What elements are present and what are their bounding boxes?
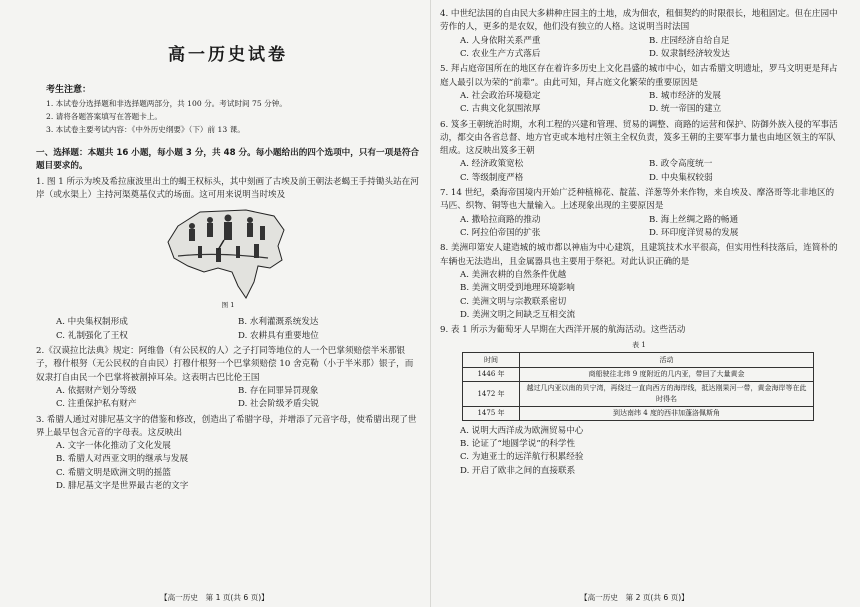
option: C. 等级制度严格 xyxy=(460,172,524,183)
notice-heading: 考生注意： xyxy=(46,85,92,96)
question-3 xyxy=(36,414,420,494)
option: A. 经济政策宽松 xyxy=(460,159,524,170)
question-stem: 7. 14 世纪，桑海帝国境内开始广泛种植棉花、靛蓝、洋葱等外来作物，来自埃及、摩洛哥等北非地区的马匹、织物、铜等也大量输入。上述现象出现的主要原因是 xyxy=(440,188,835,212)
option: A. 人身依附关系严重 xyxy=(460,35,541,46)
option: B. 水利灌溉系统发达 xyxy=(238,317,319,328)
options xyxy=(440,425,838,478)
options xyxy=(36,316,420,343)
question-7 xyxy=(440,187,838,240)
question-stem: 9. 表 1 所示为葡萄牙人早期在大西洋开展的航海活动。这些活动 xyxy=(440,325,686,336)
options xyxy=(440,214,838,241)
table-cell: 到达南纬 4 度的西非加蓬洛佩斯角 xyxy=(520,406,814,420)
question-5 xyxy=(440,63,838,116)
options xyxy=(440,269,838,322)
option: B. 庄园经济自给自足 xyxy=(649,35,730,46)
option: D. 腓尼基文字是世界最古老的文字 xyxy=(56,481,189,492)
option: C. 注重保护私有财产 xyxy=(56,399,137,410)
option: D. 农耕具有重要地位 xyxy=(238,330,319,341)
option: B. 存在同罪异罚现象 xyxy=(238,385,319,396)
question-6 xyxy=(440,119,838,186)
option: A. 美洲农耕的自然条件优越 xyxy=(460,269,567,280)
options xyxy=(36,440,420,493)
option: D. 环印度洋贸易的发展 xyxy=(649,228,739,238)
question-2 xyxy=(36,345,420,412)
table-cell: 商船驶往北纬 9 度附近的几内亚，带回了大量黄金 xyxy=(520,368,814,382)
option: D. 社会阶级矛盾尖锐 xyxy=(238,399,319,410)
scorpion-macehead-figure xyxy=(158,206,298,302)
question-8 xyxy=(440,242,838,322)
option: A. 中央集权制形成 xyxy=(56,317,128,328)
options xyxy=(36,385,420,412)
section-heading: 一、选择题：本题共 16 小题，每小题 3 分，共 48 分。每小题给出的四个选项中，只有一项是符合题目要求的。 xyxy=(36,148,420,172)
option: C. 礼制强化了王权 xyxy=(56,330,128,341)
option: C. 古典文化氛围浓厚 xyxy=(460,104,541,115)
question-stem: 5. 拜占庭帝国所在的地区存在着许多历史上文化昌盛的城市中心，如古希腊文明遗址，罗马文明更是拜占庭人最引以为荣的“前辈”。由此可知，拜占庭文化繁荣的重要原因是 xyxy=(440,64,838,88)
option: C. 为迪亚士的远洋航行积累经验 xyxy=(460,452,584,463)
table-cell: 1446 年 xyxy=(463,368,520,382)
table-cell: 1475 年 xyxy=(463,406,520,420)
option: A. 文字一体化推动了文化发展 xyxy=(56,441,171,452)
option: C. 农业生产方式落后 xyxy=(460,48,541,59)
option: B. 论证了“地圆学说”的科学性 xyxy=(460,439,576,450)
notice-item: 2. 请将各题答案填写在答题卡上。 xyxy=(46,112,162,122)
question-stem: 8. 美洲印第安人建造城的城市都以神庙为中心建筑，且建筑技术水平很高，但实用性科技落后，连简朴的车辆也无法造出，且金属器具也主要用于祭祀。对此认识正确的是 xyxy=(440,243,838,267)
option: D. 开启了欧非之间的直接联系 xyxy=(460,465,576,476)
table-row xyxy=(463,368,814,382)
exam-title: 高一历史试卷 xyxy=(168,45,288,65)
option: D. 中央集权较弱 xyxy=(649,172,713,183)
option: B. 美洲文明受到地理环境影响 xyxy=(460,283,575,294)
question-4 xyxy=(440,8,838,61)
options xyxy=(440,35,838,62)
question-stem: 2.《汉谟拉比法典》规定：阿维鲁（有公民权的人）之子打同等地位的人一个巴掌须赔偿半米那银子，穆什根努（无公民权的自由民）打穆什根努一个巴掌须赔偿 10 舍克勒（小于半米那）银子，而奴隶打自由民一个巴掌将被割掉耳朵。这表明古巴比伦王国 xyxy=(36,345,414,383)
option: A. 说明大西洋成为欧洲贸易中心 xyxy=(460,425,584,436)
option: D. 奴隶制经济较发达 xyxy=(649,48,730,59)
option: C. 美洲文明与宗教联系密切 xyxy=(460,296,567,307)
question-stem: 3. 希腊人通过对腓尼基文字的借鉴和修改，创造出了希腊字母，并增添了元音字母，使希腊出现了世界上最早包含元音的字母表。这反映出 xyxy=(36,414,417,438)
question-1 xyxy=(36,176,420,343)
option: A. 依据财产划分等级 xyxy=(56,385,137,396)
question-stem: 6. 笈多王朝统治时期，水利工程的兴建和管理、贸易的调整、商路的运营和保护、防御外族入侵的军事活动，都交由各省总督、地方官吏或本地村庄领主全权负责，笈多王朝的主要军事力量也由地区领主的军队组成。这反映出笈多王朝 xyxy=(440,119,838,157)
table-row xyxy=(463,406,814,420)
question-stem: 4. 中世纪法国的自由民大多耕种庄园主的土地，成为佃农，租佃契约的时限很长，地租固定。但在庄园中劳作的人，更多的是农奴，他们没有独立的人格。这说明当时法国 xyxy=(440,9,838,33)
notice-item: 1. 本试卷分选择题和非选择题两部分，共 100 分。考试时间 75 分钟。 xyxy=(46,99,287,109)
option: A. 社会政治环境稳定 xyxy=(460,90,541,101)
relief-illustration-icon xyxy=(158,206,298,302)
option: D. 统一帝国的建立 xyxy=(649,104,722,115)
table-cell: 1472 年 xyxy=(463,382,520,407)
table-cell: 越过几内亚以南的贝宁湾，再绕过一直向西方的海岸线，抵达刚果河一带，黄金海岸等在此时得名 xyxy=(520,382,814,407)
table-header-row xyxy=(463,353,814,368)
table-row xyxy=(463,382,814,407)
option: C. 阿拉伯帝国的扩张 xyxy=(460,228,541,238)
figure-caption: 图 1 xyxy=(221,301,235,310)
page-2 xyxy=(430,0,860,607)
page-footer: 【高一历史 第 1 页(共 6 页)】 xyxy=(160,593,269,603)
question-9 xyxy=(440,324,838,478)
table-header-cell: 活动 xyxy=(520,353,814,368)
option: B. 希腊人对西亚文明的继承与发展 xyxy=(56,454,189,465)
option: A. 撒哈拉商路的推动 xyxy=(460,214,541,225)
notice-item: 3. 本试卷主要考试内容：《中外历史纲要》（下）前 13 课。 xyxy=(46,125,245,135)
notice-list xyxy=(46,98,420,137)
voyage-table xyxy=(462,352,814,420)
table-header-cell: 时间 xyxy=(463,353,520,368)
option: C. 希腊文明是欧洲文明的摇篮 xyxy=(56,467,171,478)
options xyxy=(440,158,838,185)
options xyxy=(440,90,838,117)
question-stem: 1. 图 1 所示为埃及希拉康波里出土的蝎王权标头，其中刻画了古埃及前王朝法老蝎王手持锄头站在河岸（或水渠上）主持河渠奠基仪式的场面。这可用来说明当时埃及 xyxy=(36,176,419,200)
page-footer: 【高一历史 第 2 页(共 6 页)】 xyxy=(580,593,689,603)
option: B. 城市经济的发展 xyxy=(649,90,721,101)
table-caption: 表 1 xyxy=(632,340,646,349)
option: B. 政令高度统一 xyxy=(649,159,713,170)
option: B. 海上丝绸之路的畅通 xyxy=(649,214,739,225)
option: D. 美洲文明之间缺乏互相交流 xyxy=(460,309,576,320)
